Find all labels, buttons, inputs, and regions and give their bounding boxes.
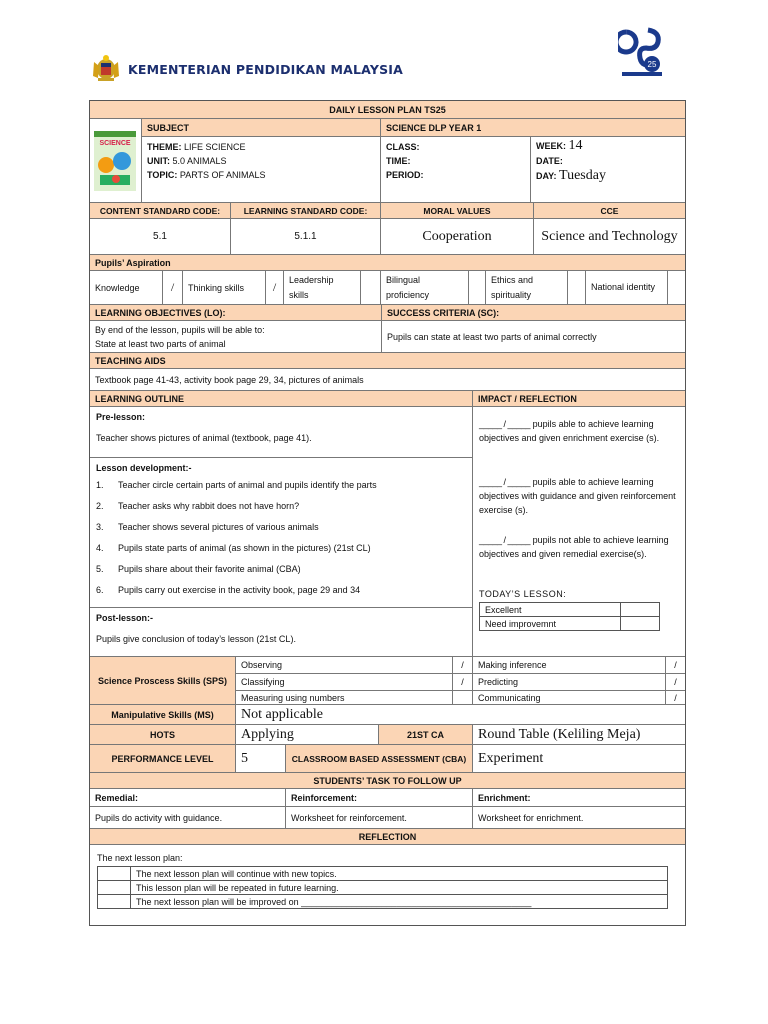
reflection-option-text: The next lesson plan will continue with new topics. <box>131 867 668 881</box>
malaysia-crest-icon <box>90 54 122 84</box>
sps-title: Science Proscess Skills (SPS) <box>90 657 236 704</box>
logo-25-text: 25 <box>647 60 657 69</box>
cce-value: Science and Technology <box>541 228 678 244</box>
reflection-checkbox[interactable] <box>98 867 131 881</box>
sps-row <box>473 691 685 704</box>
step-item <box>96 564 466 585</box>
outline-header <box>90 391 685 407</box>
lesson-plan-sheet <box>89 100 686 926</box>
book-title: SCIENCE <box>99 139 131 147</box>
ms-row <box>90 705 685 725</box>
date-label: DATE: <box>536 156 563 166</box>
aids-header <box>90 353 685 369</box>
class-time-period <box>381 137 531 202</box>
impact-text: pupils able to achieve learning objectives with guidance and given reinforcement exercise (s). <box>479 477 676 515</box>
impact-text: pupils able to achieve learning objectives and given enrichment exercise (s). <box>479 419 660 443</box>
period-label: PERIOD: <box>386 170 424 180</box>
moral-values-header: MORAL VALUES <box>381 203 534 218</box>
unit-label: UNIT: <box>147 156 170 166</box>
step-number: 2. <box>96 501 104 511</box>
aspiration-knowledge-mark: / <box>163 271 183 304</box>
sps-measuring-mark <box>453 691 472 704</box>
science-book-icon <box>94 131 136 191</box>
week-date-day <box>531 137 685 202</box>
aspiration-ethics: Ethics and spirituality <box>486 271 568 304</box>
hots-row <box>90 725 685 745</box>
ministry-name: KEMENTERIAN PENDIDIKAN MALAYSIA <box>128 61 404 77</box>
week-value: 14 <box>568 138 583 153</box>
reflection-intro: The next lesson plan: <box>97 853 183 863</box>
step-item <box>96 480 466 501</box>
sps-block <box>90 657 685 705</box>
impact-reflection <box>473 407 685 656</box>
aspiration-leadership-mark <box>361 271 381 304</box>
reinforcement-value: Worksheet for reinforcement. <box>286 807 473 828</box>
cce-header: CCE <box>600 205 619 216</box>
sps-observing: Observing <box>236 657 453 673</box>
step-item <box>96 522 466 543</box>
impact-blank: _____ / _____ <box>479 419 531 429</box>
day-label: DAY: <box>536 171 557 181</box>
sps-communicating: Communicating <box>473 691 666 704</box>
lesson-row <box>480 617 660 631</box>
sps-left <box>236 657 473 704</box>
theme-value: LIFE SCIENCE <box>184 142 246 152</box>
sps-row <box>473 657 685 674</box>
lesson-excellent: Excellent <box>480 603 621 617</box>
impact-title: IMPACT / REFLECTION <box>478 393 577 404</box>
aids-title: TEACHING AIDS <box>95 355 166 366</box>
subject-info <box>142 119 381 202</box>
subject-details <box>142 137 380 185</box>
content-standard-value: 5.1 <box>90 219 231 254</box>
step-number: 4. <box>96 543 104 553</box>
hots-title: HOTS <box>90 725 236 744</box>
sps-inference: Making inference <box>473 657 666 673</box>
theme-label: THEME: <box>147 142 182 152</box>
followup-values <box>90 807 685 829</box>
outline-body <box>90 407 685 657</box>
aspiration-row <box>90 271 685 305</box>
reflection-option-text: This lesson plan will be repeated in future learning. <box>131 881 668 895</box>
step-number: 1. <box>96 480 104 490</box>
lo-sc-header <box>90 305 685 321</box>
sps-predicting: Predicting <box>473 674 666 690</box>
sps-row <box>236 674 472 691</box>
aspiration-header <box>90 255 685 271</box>
book-cover-cell <box>90 119 142 202</box>
pre-lesson <box>90 407 472 458</box>
cba-value: Experiment <box>478 750 544 766</box>
topic-label: TOPIC: <box>147 170 178 180</box>
ms-value: Not applicable <box>241 706 324 722</box>
remedial-value: Pupils do activity with guidance. <box>90 807 286 828</box>
reflection-option <box>98 867 668 881</box>
aspiration-bilingual: Bilingual proficiency <box>381 271 469 304</box>
ms-title: Manipulative Skills (MS) <box>90 705 236 724</box>
reflection-header <box>90 829 685 845</box>
class-label: CLASS: <box>386 142 420 152</box>
step-text: Pupils state parts of animal (as shown in the pictures) (21st CL) <box>118 543 371 553</box>
moral-values-value: Cooperation <box>381 219 534 254</box>
sps-classifying: Classifying <box>236 674 453 690</box>
title-bar <box>90 101 685 119</box>
impact-item <box>479 475 679 533</box>
reflection-option-text: The next lesson plan will be improved on ______________________________________________ <box>131 895 668 909</box>
sps-classifying-mark: / <box>461 677 464 687</box>
pre-lesson-title: Pre-lesson: <box>96 412 146 422</box>
week-label: WEEK: <box>536 141 566 151</box>
outline-title: LEARNING OUTLINE <box>90 391 473 406</box>
dlp-label: SCIENCE DLP YEAR 1 <box>381 119 685 137</box>
content-standard-header: CONTENT STANDARD CODE: <box>90 203 231 218</box>
step-item <box>96 501 466 522</box>
step-text: Teacher circle certain parts of animal and pupils identify the parts <box>118 480 377 490</box>
lesson-development <box>90 458 472 608</box>
outline-left <box>90 407 473 656</box>
step-number: 5. <box>96 564 104 574</box>
enrichment-label: Enrichment: <box>478 792 531 803</box>
learning-standard-value: 5.1.1 <box>231 219 381 254</box>
sc-title: SUCCESS CRITERIA (SC): <box>387 307 500 318</box>
aspiration-national-mark <box>668 271 685 304</box>
sps-right <box>473 657 685 704</box>
aspiration-knowledge: Knowledge <box>90 271 163 304</box>
reflection-option <box>98 881 668 895</box>
codes-values <box>90 219 685 255</box>
ca-title: 21ST CA <box>379 725 473 744</box>
lo-content <box>90 321 382 352</box>
todays-lesson-label: TODAY’S LESSON: <box>479 589 567 599</box>
step-number: 6. <box>96 585 104 595</box>
lo-line-1: By end of the lesson, pupils will be able to: <box>95 324 265 335</box>
followup-header <box>90 773 685 789</box>
reinforcement-label: Reinforcement: <box>286 789 473 806</box>
aspiration-ethics-mark <box>568 271 586 304</box>
lesson-need-improvement-box[interactable] <box>621 617 660 631</box>
sps-row <box>236 691 472 704</box>
subject-label: SUBJECT <box>142 119 380 137</box>
sps-row <box>473 674 685 691</box>
lo-sc-content <box>90 321 685 353</box>
step-text: Teacher asks why rabbit does not have horn? <box>118 501 300 511</box>
sps-row <box>236 657 472 674</box>
aspiration-thinking: Thinking skills <box>183 271 266 304</box>
performance-row <box>90 745 685 773</box>
aspiration-title: Pupils’ Aspiration <box>95 257 171 268</box>
plan-title: DAILY LESSON PLAN TS25 <box>329 104 446 115</box>
development-steps <box>96 480 466 606</box>
sps-observing-mark: / <box>461 660 464 670</box>
lesson-row <box>480 603 660 617</box>
codes-header <box>90 203 685 219</box>
lesson-excellent-box[interactable] <box>621 603 660 617</box>
reflection-checkbox[interactable] <box>98 895 131 909</box>
pre-lesson-text: Teacher shows pictures of animal (textbook, page 41). <box>96 433 312 443</box>
sps-communicating-mark: / <box>674 692 677 703</box>
remedial-label: Remedial: <box>90 789 286 806</box>
step-item <box>96 585 466 606</box>
ca-value: Round Table (Keliling Meja) <box>478 726 641 742</box>
subject-block <box>90 119 685 203</box>
followup-title: STUDENTS’ TASK TO FOLLOW UP <box>313 775 462 786</box>
post-lesson <box>90 608 472 656</box>
unit-value: 5.0 ANIMALS <box>172 156 227 166</box>
lesson-need-improvement: Need improvemnt <box>480 617 621 631</box>
sps-predicting-mark: / <box>674 677 677 687</box>
lo-title: LEARNING OBJECTIVES (LO): <box>90 305 382 320</box>
todays-lesson-table <box>479 602 660 631</box>
step-text: Teacher shows several pictures of various animals <box>118 522 319 532</box>
development-title: Lesson development:- <box>96 463 192 473</box>
reflection-checkbox[interactable] <box>98 881 131 895</box>
ts25-logo-icon <box>618 26 666 80</box>
aspiration-bilingual-mark <box>469 271 486 304</box>
impact-blank: _____ / _____ <box>479 535 531 545</box>
sps-inference-mark: / <box>674 660 677 670</box>
step-item <box>96 543 466 564</box>
learning-standard-header: LEARNING STANDARD CODE: <box>231 203 381 218</box>
post-lesson-text: Pupils give conclusion of today’s lesson (21st CL). <box>96 634 296 644</box>
aspiration-leadership: Leadership skills <box>284 271 361 304</box>
sc-content: Pupils can state at least two parts of animal correctly <box>387 331 597 342</box>
performance-title: PERFORMANCE LEVEL <box>90 745 236 772</box>
impact-item <box>479 533 679 587</box>
step-text: Pupils carry out exercise in the activity book, page 29 and 34 <box>118 585 361 595</box>
sps-measuring: Measuring using numbers <box>236 691 453 704</box>
post-lesson-title: Post-lesson:- <box>96 613 154 623</box>
performance-value: 5 <box>236 745 286 772</box>
aspiration-thinking-mark: / <box>266 271 284 304</box>
topic-value: PARTS OF ANIMALS <box>179 170 266 180</box>
reflection-title: REFLECTION <box>358 831 417 842</box>
ministry-header <box>90 52 403 86</box>
day-value: Tuesday <box>559 168 606 183</box>
time-label: TIME: <box>386 156 411 166</box>
step-number: 3. <box>96 522 104 532</box>
impact-item <box>479 417 679 475</box>
aspiration-national: National identity <box>586 271 668 304</box>
lo-line-2: State at least two parts of animal <box>95 338 226 349</box>
class-info <box>381 119 685 202</box>
impact-blank: _____ / _____ <box>479 477 531 487</box>
enrichment-value: Worksheet for enrichment. <box>478 812 584 823</box>
step-text: Pupils share about their favorite animal (CBA) <box>118 564 301 574</box>
reflection-options <box>97 866 668 909</box>
impact-text: pupils not able to achieve learning objectives and given remedial exercise(s). <box>479 535 669 559</box>
reflection-option <box>98 895 668 909</box>
followup-labels <box>90 789 685 807</box>
cba-title: CLASSROOM BASED ASSESSMENT (CBA) <box>286 745 473 772</box>
aids-row <box>90 369 685 391</box>
reflection-body <box>90 845 685 925</box>
aids-text: Textbook page 41-43, activity book page 29, 34, pictures of animals <box>95 374 364 385</box>
hots-value: Applying <box>236 725 379 744</box>
